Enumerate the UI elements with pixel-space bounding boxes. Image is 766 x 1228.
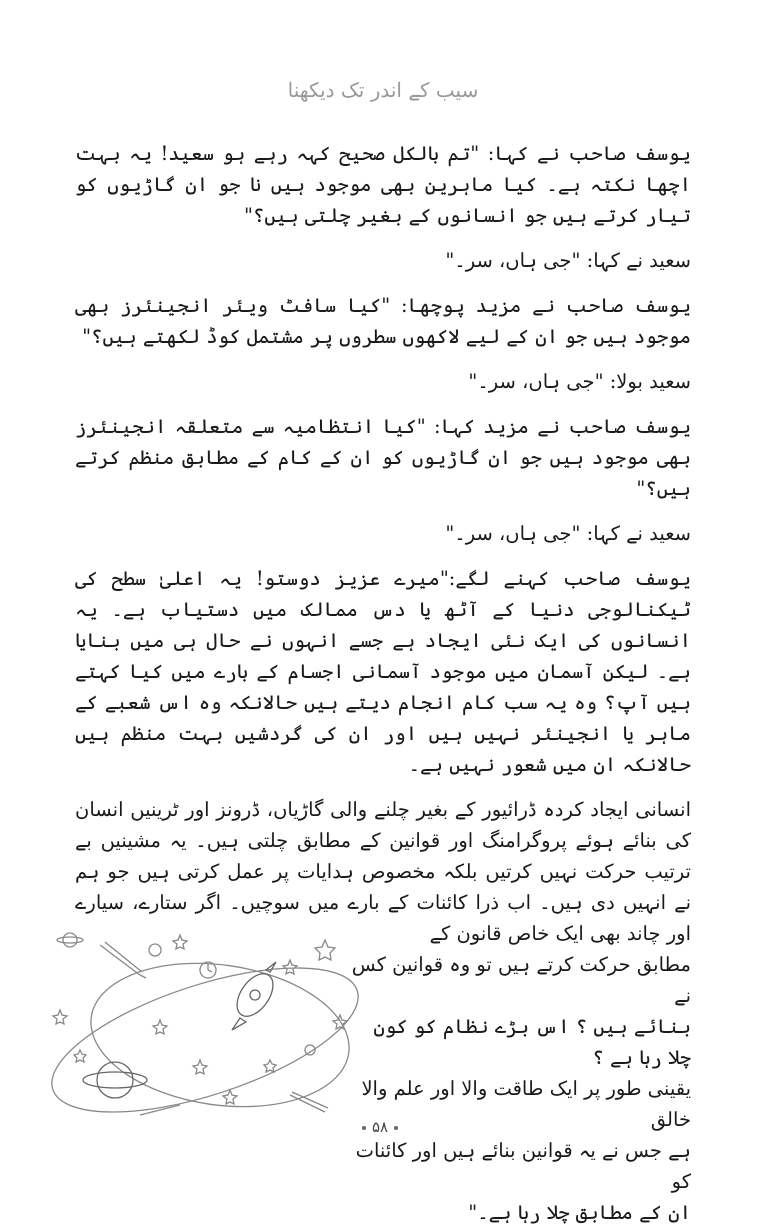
wrapped-line: مطابق حرکت کرتے ہیں تو وہ قوانین کس نے: [351, 953, 691, 1007]
paragraph: سعید بولا: "جی ہاں، سر۔": [468, 370, 691, 393]
paragraph: یوسف صاحب نے مزید پوچھا: "کیا سافٹ ویئر انجینئرز بھی موجود ہیں جو ان کے لیے لاکھوں سطروں پر مشتمل کوڈ لکھتے ہیں؟": [75, 294, 691, 348]
space-illustration: [40, 920, 370, 1130]
page-number-text: ۵۸: [371, 1118, 389, 1136]
paragraph: یوسف صاحب کہنے لگے:"میرے عزیز دوستو! یہ اعلیٰ سطح کی ٹیکنالوجی دنیا کے آٹھ یا دس ممالک میں دستیاب ہے۔ یہ انسانوں کی ایک نئی ایجاد ہے جسے انہوں نے حال ہی میں بنایا ہے۔ لیکن آسمان میں موجود آسمانی اجسام کے بارے میں کیا کہتے ہیں آپ؟ وہ یہ سب کام انجام دیتے ہیں حالانکہ وہ اس شعبے کے ماہر یا انجینئر نہیں ہیں اور ان کی گردشیں بہت منظم ہیں حالانکہ ان میں شعور نہیں ہے۔: [75, 567, 691, 776]
running-header: سیب کے اندر تک دیکھنا: [287, 78, 479, 102]
page-number: [340, 1118, 420, 1136]
wrapped-line: بنائے ہیں ؟ اس بڑے نظام کو کون چلا رہا ہے ؟: [373, 1015, 691, 1069]
dot-icon: [362, 1126, 366, 1130]
paragraph: یوسف صاحب نے مزید کہا: "کیا انتظامیہ سے متعلقہ انجینئرز بھی موجود ہیں جو ان گاڑیوں کو ان کے کام کے مطابق منظم کرتے ہیں؟": [75, 415, 691, 500]
paragraph: سعید نے کہا: "جی ہاں، سر۔": [445, 249, 691, 272]
paragraph: یوسف صاحب نے کہا: "تم بالکل صحیح کہہ رہے ہو سعید! یہ بہت اچھا نکتہ ہے۔ کیا ماہرین بھی موجود ہیں نا جو ان گاڑیوں کو تیار کرتے ہیں جو انسانوں کے بغیر چلتی ہیں؟": [75, 142, 691, 227]
paragraph: انسانی ایجاد کردہ ڈرائیور کے بغیر چلنے والی گاڑیاں، ڈرونز اور ٹرینیں انسان کی بنائے ہوئے پروگرامنگ اور قوانین کے مطابق چلتی ہیں۔ یہ مشینیں بے ترتیب حرکت نہیں کرتیں بلکہ مخصوص ہدایات پر عمل کرتی ہیں جو ہم نے انہیں دی ہیں۔ اب ذرا کائنات کے بارے میں سوچیں۔ اگر ستارے، سیارے اور چاند بھی ایک خاص قانون کے: [75, 798, 691, 945]
wrapped-line: ہے جس نے یہ قوانین بنائے ہیں اور کائنات کو: [355, 1139, 691, 1193]
paragraph: سعید نے کہا: "جی ہاں، سر۔": [445, 522, 691, 545]
wrapped-line: یقینی طور پر ایک طاقت والا اور علم والا خالق: [361, 1077, 691, 1131]
dot-icon: [394, 1126, 398, 1130]
wrapped-line: ان کے مطابق چلا رہا ہے۔": [468, 1201, 691, 1224]
